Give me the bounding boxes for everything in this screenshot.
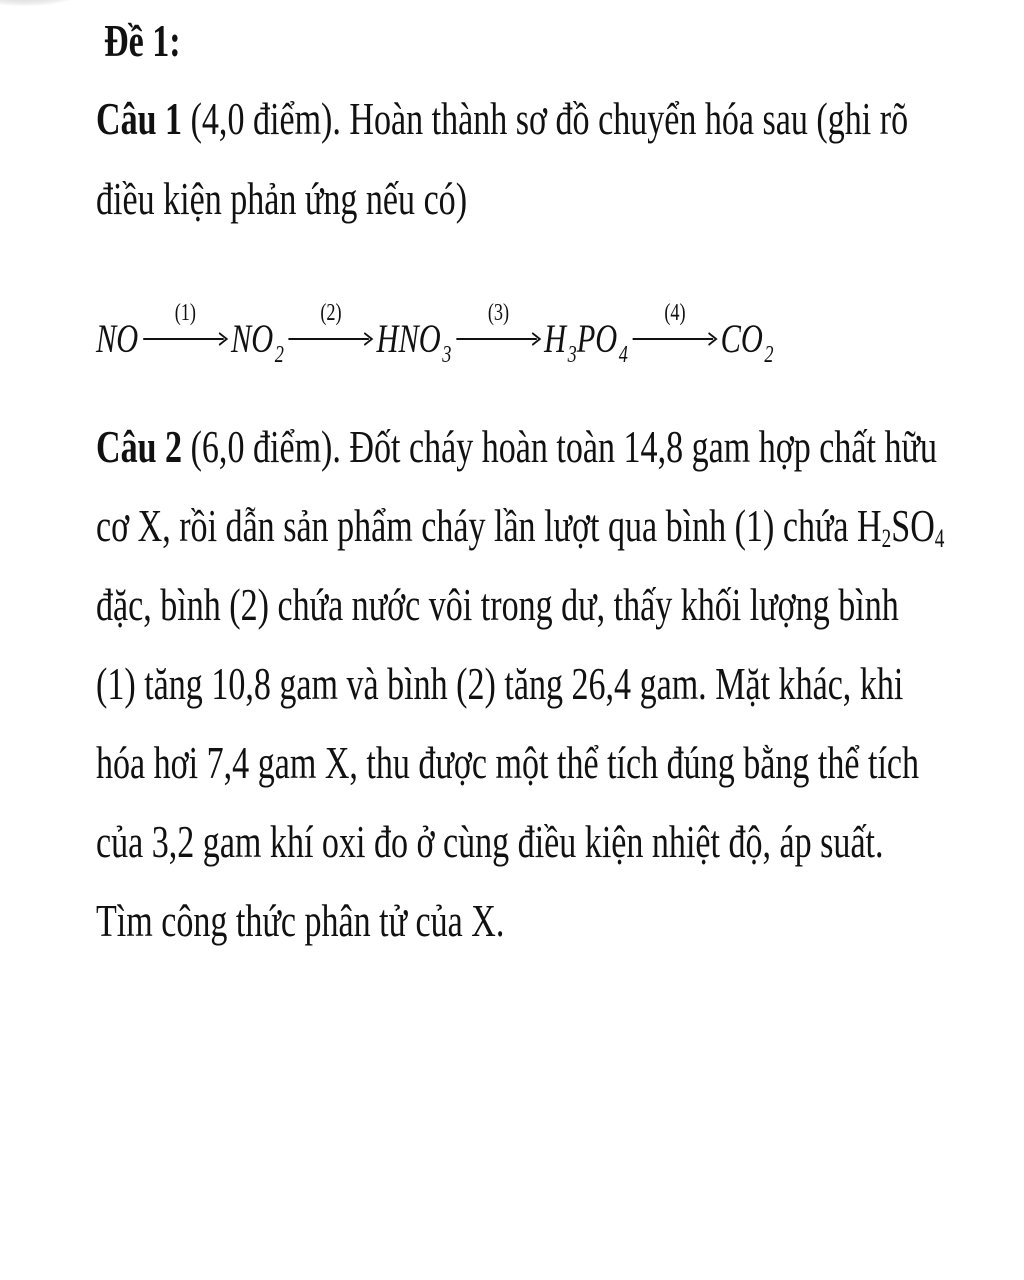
question-1-label: Câu 1	[96, 93, 183, 144]
species-hno3: $HNO_3$	[376, 316, 452, 368]
question-2-line-7	[96, 895, 505, 948]
question-1-line-2	[96, 173, 468, 226]
question-1-text-cont: điều kiện phản ứng nếu có)	[96, 173, 468, 224]
step-label-4: (4)	[664, 300, 686, 326]
question-1-line-1	[96, 93, 909, 146]
subscript-2: 2	[881, 524, 892, 553]
exam-title: Đề 1:	[104, 15, 181, 66]
arrow-right-icon	[632, 332, 717, 346]
arrow-right-icon	[143, 332, 228, 346]
reaction-arrow-1	[143, 300, 228, 352]
subscript-4: 4	[934, 524, 945, 553]
page-corner-shadow	[0, 0, 80, 6]
question-2-line-1	[96, 421, 937, 474]
species-h3po4: $H_3PO_4$	[544, 316, 628, 368]
question-2-text-7: Tìm công thức phân tử của X.	[96, 895, 505, 946]
question-2-line-5	[96, 737, 920, 790]
question-2-text-2b: SO	[891, 500, 935, 551]
step-label-1: (1)	[174, 300, 196, 326]
question-2-text-2: cơ X, rồi dẫn sản phẩm cháy lần lượt qua bình (1) chứa H	[96, 500, 882, 551]
question-2-line-2	[96, 500, 945, 553]
question-2-text-5: hóa hơi 7,4 gam X, thu được một thể tích đúng bằng thể tích	[96, 737, 920, 788]
question-1-text: (4,0 điểm). Hoàn thành sơ đồ chuyển hóa sau (ghi rõ	[182, 93, 909, 144]
conversion-scheme	[96, 300, 774, 382]
reaction-arrow-3	[456, 300, 541, 352]
question-2-label: Câu 2	[96, 421, 183, 472]
question-2-text-6: của 3,2 gam khí oxi đo ở cùng điều kiện nhiệt độ, áp suất.	[96, 816, 884, 867]
species-no: NO	[96, 316, 139, 361]
species-co2: $CO_2$	[720, 316, 774, 368]
question-2-text-3: đặc, bình (2) chứa nước vôi trong dư, thấy khối lượng bình	[96, 579, 899, 630]
reaction-arrow-2	[288, 300, 373, 352]
arrow-right-icon	[288, 332, 373, 346]
step-label-3: (3)	[487, 300, 510, 326]
arrow-right-icon	[456, 332, 541, 346]
question-2-line-6	[96, 816, 884, 869]
species-no2: $NO_2$	[230, 316, 284, 368]
question-2-text-4: (1) tăng 10,8 gam và bình (2) tăng 26,4 gam. Mặt khác, khi	[96, 658, 904, 709]
question-2-line-4	[96, 658, 904, 711]
question-2-line-3	[96, 579, 899, 632]
reaction-arrow-4	[632, 300, 717, 352]
step-label-2: (2)	[320, 300, 342, 326]
question-2-text: (6,0 điểm). Đốt cháy hoàn toàn 14,8 gam hợp chất hữu	[182, 421, 937, 472]
